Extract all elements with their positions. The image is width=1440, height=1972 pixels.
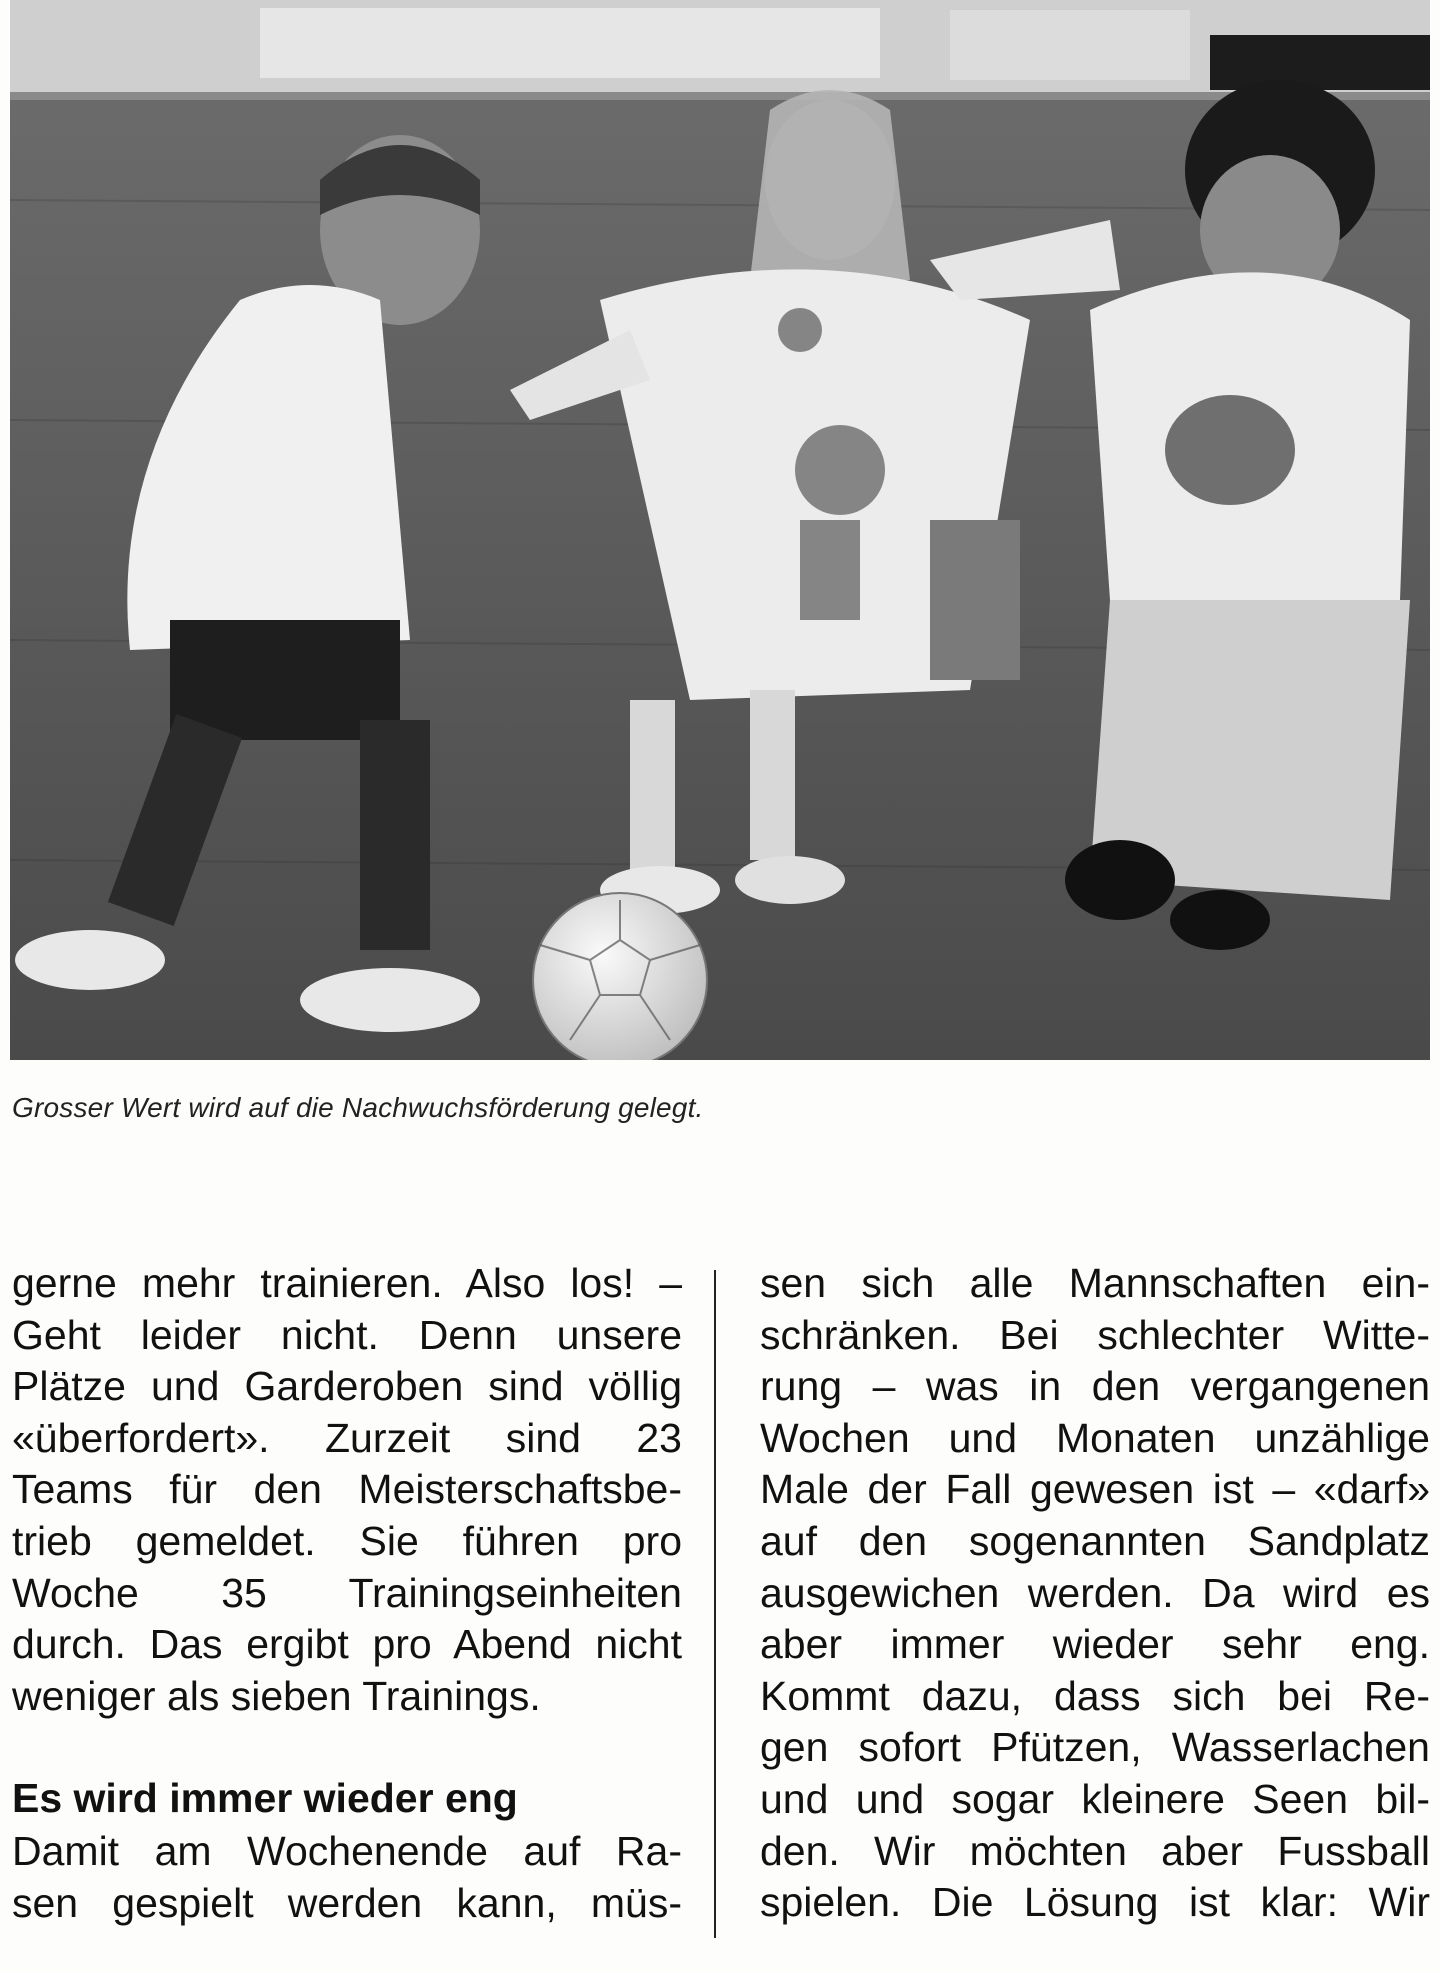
text-line: aber immer wieder sehr eng. — [760, 1621, 1430, 1668]
text-line: spielen. Die Lösung ist klar: Wir — [760, 1879, 1430, 1926]
text-line: «überfordert». Zurzeit sind 23 — [12, 1414, 682, 1461]
section-heading: Es wird immer wieder eng — [12, 1775, 518, 1822]
text-line: den. Wir möchten aber Fussball — [760, 1827, 1430, 1874]
soccer-photo — [10, 0, 1430, 1060]
text-line: Kommt dazu, dass sich bei Re- — [760, 1672, 1430, 1719]
soccer-kids-photo — [10, 0, 1430, 1060]
text-line: gen sofort Pfützen, Wasserlachen — [760, 1724, 1430, 1771]
text-line: rung – was in den vergangenen — [760, 1363, 1430, 1410]
column-divider — [714, 1270, 716, 1938]
text-line: und und sogar kleinere Seen bil- — [760, 1775, 1430, 1822]
text-line: Wochen und Monaten unzählige — [760, 1414, 1430, 1461]
text-line: Male der Fall gewesen ist – «darf» — [760, 1466, 1430, 1513]
text-line: sen gespielt werden kann, müs- — [12, 1879, 682, 1926]
text-line: auf den sogenannten Sandplatz — [760, 1517, 1430, 1564]
text-line: sen sich alle Mannschaften ein- — [760, 1260, 1430, 1306]
left-column — [12, 1258, 682, 1930]
right-column — [760, 1258, 1430, 1929]
photo-caption: Grosser Wert wird auf die Nachwuchsförderung gelegt. — [12, 1092, 704, 1123]
text-line: Geht leider nicht. Denn unsere — [12, 1311, 682, 1358]
text-line: ausgewichen werden. Da wird es — [760, 1569, 1430, 1616]
text-line: durch. Das ergibt pro Abend nicht — [12, 1621, 682, 1668]
text-line: trieb gemeldet. Sie führen pro — [12, 1517, 682, 1564]
text-line: Woche 35 Trainingseinheiten — [12, 1569, 682, 1616]
text-line: gerne mehr trainieren. Also los! – — [12, 1260, 682, 1306]
text-line: schränken. Bei schlechter Witte- — [760, 1311, 1430, 1358]
text-line: Teams für den Meisterschaftsbe- — [12, 1466, 682, 1513]
paragraph-spacer — [12, 1722, 682, 1770]
text-line: weniger als sieben Trainings. — [12, 1672, 541, 1719]
text-line: Damit am Wochenende auf Ra- — [12, 1828, 682, 1875]
text-line: Plätze und Garderoben sind völlig — [12, 1363, 682, 1410]
